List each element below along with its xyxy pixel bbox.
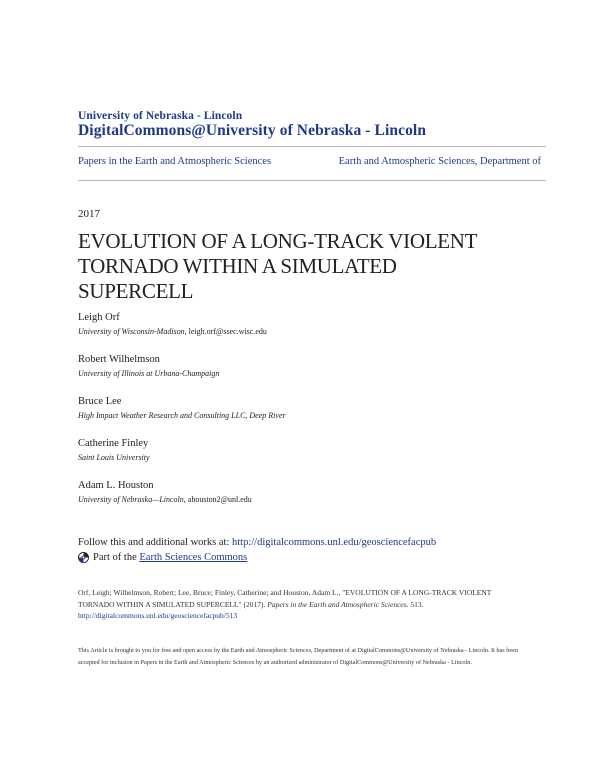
header-divider-bottom xyxy=(78,180,546,181)
author-email: , leigh.orf@ssec.wisc.edu xyxy=(184,327,267,336)
title-line: SUPERCELL xyxy=(78,279,194,303)
university-link[interactable]: University of Nebraska - Lincoln xyxy=(78,110,243,122)
collection-link-papers[interactable]: Papers in the Earth and Atmospheric Sciences xyxy=(78,156,272,167)
repository-link[interactable]: DigitalCommons@University of Nebraska - Lincoln xyxy=(78,122,427,139)
author-name: Catherine Finley xyxy=(78,438,149,449)
author-entry xyxy=(78,437,548,464)
author-name: Adam L. Houston xyxy=(78,480,154,491)
collection-url-link[interactable]: http://digitalcommons.unl.edu/geosciencefacpub xyxy=(232,537,437,548)
author-list xyxy=(78,311,548,521)
author-entry xyxy=(78,353,548,380)
follow-line xyxy=(78,537,436,548)
part-of-label: Part of the xyxy=(93,552,137,563)
access-notice: This Article is brought to you for free and open access by the Earth and Atmospheric Sciences, Department of at DigitalCommons@University of Nebraska - Lincoln. It has been accepted for inclusion in Papers in the Earth and Atmospheric Sciences by an authorized administrator of DigitalCommons@University of Nebraska - Lincoln. xyxy=(78,647,518,666)
citation-journal: Papers in the Earth and Atmospheric Sciences xyxy=(267,599,407,609)
author-affiliation: High Impact Weather Research and Consulting LLC, Deep River xyxy=(78,411,286,420)
author-affiliation: University of Wisconsin-Madison, leigh.orf@ssec.wisc.edu xyxy=(78,327,267,336)
commons-network-icon xyxy=(78,552,89,563)
author-entry xyxy=(78,479,548,506)
follow-label: Follow this and additional works at: xyxy=(78,537,232,548)
recommended-citation: Orf, Leigh; Wilhelmson, Robert; Lee, Bruce; Finley, Catherine; and Houston, Adam L., "EVOLUTION OF A LONG-TRACK VIOLENT TORNADO WITHIN A SIMULATED SUPERCELL" (2017). Papers in the Earth and Atmospheric Sciences. 513. http://digitalcommons.unl.edu/geosciencefacpub/513 xyxy=(78,588,492,620)
citation-url-link[interactable]: http://digitalcommons.unl.edu/geosciencefacpub/513 xyxy=(78,611,238,620)
header-divider-top xyxy=(78,146,546,147)
title-line: EVOLUTION OF A LONG-TRACK VIOLENT xyxy=(78,229,478,253)
collection-link-department[interactable]: Earth and Atmospheric Sciences, Department of xyxy=(338,156,541,167)
author-affiliation: Saint Louis University xyxy=(78,453,150,462)
author-name: Leigh Orf xyxy=(78,312,120,323)
earth-sciences-commons-link[interactable]: Earth Sciences Commons xyxy=(139,552,248,563)
author-email: , ahouston2@unl.edu xyxy=(183,495,252,504)
author-name: Bruce Lee xyxy=(78,396,122,407)
part-of-line xyxy=(78,552,247,563)
publication-year: 2017 xyxy=(78,208,100,220)
paper-title xyxy=(78,229,538,304)
title-line: TORNADO WITHIN A SIMULATED xyxy=(78,254,397,278)
author-affiliation: University of Illinois at Urbana-Champaign xyxy=(78,369,220,378)
author-name: Robert Wilhelmson xyxy=(78,354,160,365)
author-entry xyxy=(78,311,548,338)
author-entry xyxy=(78,395,548,422)
author-affiliation: University of Nebraska—Lincoln, ahouston2@unl.edu xyxy=(78,495,252,504)
